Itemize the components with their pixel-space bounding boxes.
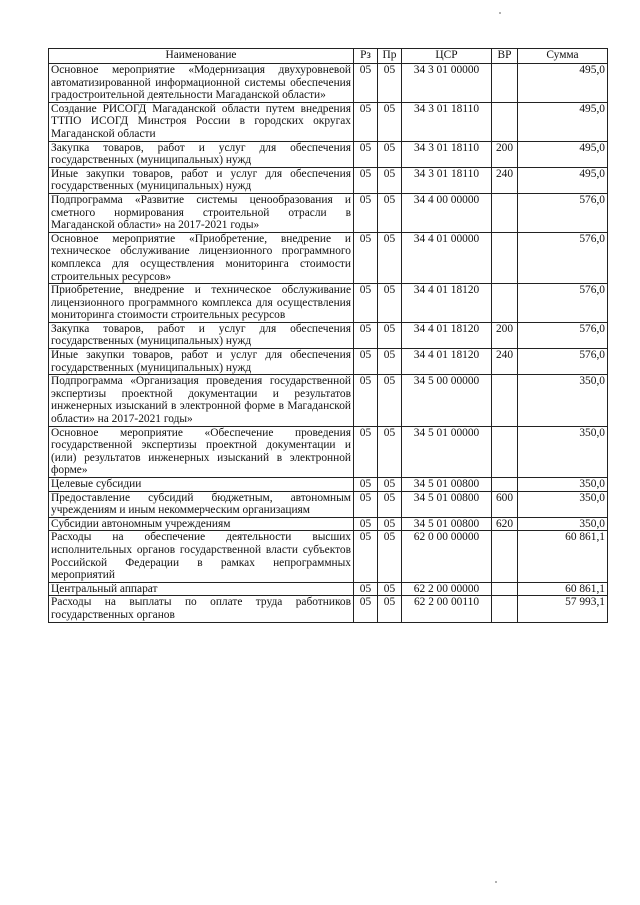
row-name: Подпрограмма «Развитие системы ценообразования и сметного нормирования строительной отрасли в Магаданской области» на 2017-2021 годы» bbox=[49, 193, 354, 232]
row-csr: 34 5 00 00000 bbox=[402, 375, 492, 426]
row-rz: 05 bbox=[354, 193, 378, 232]
table-row bbox=[49, 141, 608, 167]
row-rz: 05 bbox=[354, 284, 378, 323]
row-name: Основное мероприятие «Модернизация двухуровневой автоматизированной информационной системы обеспечения градостроительной деятельности Магаданской области» bbox=[49, 64, 354, 103]
row-vr: 240 bbox=[492, 167, 518, 193]
row-name: Иные закупки товаров, работ и услуг для обеспечения государственных (муниципальных) нужд bbox=[49, 167, 354, 193]
row-csr: 34 4 01 00000 bbox=[402, 232, 492, 283]
row-csr: 34 4 01 18120 bbox=[402, 349, 492, 375]
row-pr: 05 bbox=[378, 478, 402, 492]
row-name: Целевые субсидии bbox=[49, 478, 354, 492]
row-name: Субсидии автономным учреждениям bbox=[49, 517, 354, 531]
scan-speck bbox=[499, 12, 501, 14]
row-rz: 05 bbox=[354, 582, 378, 596]
row-pr: 05 bbox=[378, 349, 402, 375]
row-pr: 05 bbox=[378, 531, 402, 582]
row-sum: 350,0 bbox=[518, 375, 608, 426]
table-row bbox=[49, 102, 608, 141]
header-pr: Пр bbox=[378, 49, 402, 64]
table-row bbox=[49, 478, 608, 492]
row-csr: 34 5 01 00800 bbox=[402, 517, 492, 531]
row-vr bbox=[492, 478, 518, 492]
row-pr: 05 bbox=[378, 284, 402, 323]
table-row bbox=[49, 531, 608, 582]
table-row bbox=[49, 232, 608, 283]
row-sum: 350,0 bbox=[518, 426, 608, 477]
row-vr: 600 bbox=[492, 491, 518, 517]
table-row bbox=[49, 375, 608, 426]
row-csr: 62 0 00 00000 bbox=[402, 531, 492, 582]
row-sum: 576,0 bbox=[518, 322, 608, 348]
row-vr: 240 bbox=[492, 349, 518, 375]
row-name: Закупка товаров, работ и услуг для обеспечения государственных (муниципальных) нужд bbox=[49, 322, 354, 348]
row-rz: 05 bbox=[354, 426, 378, 477]
row-csr: 34 4 01 18120 bbox=[402, 322, 492, 348]
row-name: Создание РИСОГД Магаданской области путем внедрения ТТПО ИСОГД Минстроя России в городских округах Магаданской области bbox=[49, 102, 354, 141]
row-sum: 576,0 bbox=[518, 284, 608, 323]
row-vr bbox=[492, 375, 518, 426]
row-csr: 34 5 01 00000 bbox=[402, 426, 492, 477]
row-csr: 34 3 01 18110 bbox=[402, 167, 492, 193]
row-rz: 05 bbox=[354, 478, 378, 492]
row-pr: 05 bbox=[378, 596, 402, 622]
header-sum: Сумма bbox=[518, 49, 608, 64]
header-rz: Рз bbox=[354, 49, 378, 64]
row-rz: 05 bbox=[354, 64, 378, 103]
table-row bbox=[49, 596, 608, 622]
row-sum: 495,0 bbox=[518, 141, 608, 167]
row-name: Предоставление субсидий бюджетным, автономным учреждениям и иным некоммерческим организациям bbox=[49, 491, 354, 517]
row-sum: 350,0 bbox=[518, 478, 608, 492]
row-rz: 05 bbox=[354, 491, 378, 517]
row-rz: 05 bbox=[354, 517, 378, 531]
row-name: Закупка товаров, работ и услуг для обеспечения государственных (муниципальных) нужд bbox=[49, 141, 354, 167]
row-csr: 34 5 01 00800 bbox=[402, 478, 492, 492]
row-rz: 05 bbox=[354, 322, 378, 348]
row-name: Иные закупки товаров, работ и услуг для обеспечения государственных (муниципальных) нужд bbox=[49, 349, 354, 375]
row-sum: 576,0 bbox=[518, 232, 608, 283]
row-name: Основное мероприятие «Приобретение, внедрение и техническое обслуживание лицензионного программного комплекса для осуществления мониторинга стоимости строительных ресурсов» bbox=[49, 232, 354, 283]
row-pr: 05 bbox=[378, 64, 402, 103]
row-pr: 05 bbox=[378, 102, 402, 141]
row-vr bbox=[492, 102, 518, 141]
row-sum: 576,0 bbox=[518, 349, 608, 375]
row-vr bbox=[492, 596, 518, 622]
table-row bbox=[49, 64, 608, 103]
table-row bbox=[49, 517, 608, 531]
table-row bbox=[49, 193, 608, 232]
row-vr: 620 bbox=[492, 517, 518, 531]
row-csr: 34 3 01 18110 bbox=[402, 102, 492, 141]
row-vr bbox=[492, 426, 518, 477]
row-csr: 62 2 00 00110 bbox=[402, 596, 492, 622]
row-csr: 34 5 01 00800 bbox=[402, 491, 492, 517]
row-rz: 05 bbox=[354, 167, 378, 193]
row-pr: 05 bbox=[378, 322, 402, 348]
row-pr: 05 bbox=[378, 517, 402, 531]
row-rz: 05 bbox=[354, 102, 378, 141]
scan-speck bbox=[495, 881, 497, 883]
row-vr bbox=[492, 232, 518, 283]
row-rz: 05 bbox=[354, 349, 378, 375]
row-csr: 34 3 01 18110 bbox=[402, 141, 492, 167]
row-sum: 60 861,1 bbox=[518, 531, 608, 582]
row-vr bbox=[492, 582, 518, 596]
row-csr: 34 4 01 18120 bbox=[402, 284, 492, 323]
row-rz: 05 bbox=[354, 596, 378, 622]
row-pr: 05 bbox=[378, 232, 402, 283]
row-name: Подпрограмма «Организация проведения государственной экспертизы проектной документации и результатов инженерных изысканий в электронной форме в Магаданской области» на 2017-2021 годы» bbox=[49, 375, 354, 426]
row-csr: 34 3 01 00000 bbox=[402, 64, 492, 103]
row-csr: 62 2 00 00000 bbox=[402, 582, 492, 596]
row-vr: 200 bbox=[492, 141, 518, 167]
table-row bbox=[49, 167, 608, 193]
table-row bbox=[49, 284, 608, 323]
row-name: Центральный аппарат bbox=[49, 582, 354, 596]
table-row bbox=[49, 322, 608, 348]
row-vr: 200 bbox=[492, 322, 518, 348]
row-rz: 05 bbox=[354, 232, 378, 283]
row-rz: 05 bbox=[354, 531, 378, 582]
row-vr bbox=[492, 531, 518, 582]
table-row bbox=[49, 491, 608, 517]
row-name: Приобретение, внедрение и техническое обслуживание лицензионного программного комплекса для осуществления мониторинга стоимости строительных ресурсов bbox=[49, 284, 354, 323]
row-pr: 05 bbox=[378, 582, 402, 596]
row-name: Расходы на выплаты по оплате труда работников государственных органов bbox=[49, 596, 354, 622]
table-row bbox=[49, 426, 608, 477]
row-pr: 05 bbox=[378, 426, 402, 477]
row-rz: 05 bbox=[354, 375, 378, 426]
table-header-row bbox=[49, 49, 608, 64]
row-name: Расходы на обеспечение деятельности высших исполнительных органов государственной власти субъектов Российской Федерации в рамках непрограммных мероприятий bbox=[49, 531, 354, 582]
header-name: Наименование bbox=[49, 49, 354, 64]
row-pr: 05 bbox=[378, 167, 402, 193]
row-name: Основное мероприятие «Обеспечение проведения государственной экспертизы проектной документации и (или) результатов инженерных изысканий в электронной форме» bbox=[49, 426, 354, 477]
budget-table bbox=[48, 48, 608, 623]
row-sum: 60 861,1 bbox=[518, 582, 608, 596]
header-vr: ВР bbox=[492, 49, 518, 64]
row-pr: 05 bbox=[378, 141, 402, 167]
row-vr bbox=[492, 64, 518, 103]
table-row bbox=[49, 349, 608, 375]
row-sum: 495,0 bbox=[518, 64, 608, 103]
header-csr: ЦСР bbox=[402, 49, 492, 64]
table-row bbox=[49, 582, 608, 596]
row-csr: 34 4 00 00000 bbox=[402, 193, 492, 232]
row-pr: 05 bbox=[378, 193, 402, 232]
row-pr: 05 bbox=[378, 491, 402, 517]
row-sum: 495,0 bbox=[518, 167, 608, 193]
row-sum: 495,0 bbox=[518, 102, 608, 141]
row-vr bbox=[492, 193, 518, 232]
row-rz: 05 bbox=[354, 141, 378, 167]
row-sum: 57 993,1 bbox=[518, 596, 608, 622]
row-vr bbox=[492, 284, 518, 323]
row-sum: 350,0 bbox=[518, 517, 608, 531]
row-pr: 05 bbox=[378, 375, 402, 426]
row-sum: 576,0 bbox=[518, 193, 608, 232]
row-sum: 350,0 bbox=[518, 491, 608, 517]
table-body bbox=[49, 64, 608, 623]
